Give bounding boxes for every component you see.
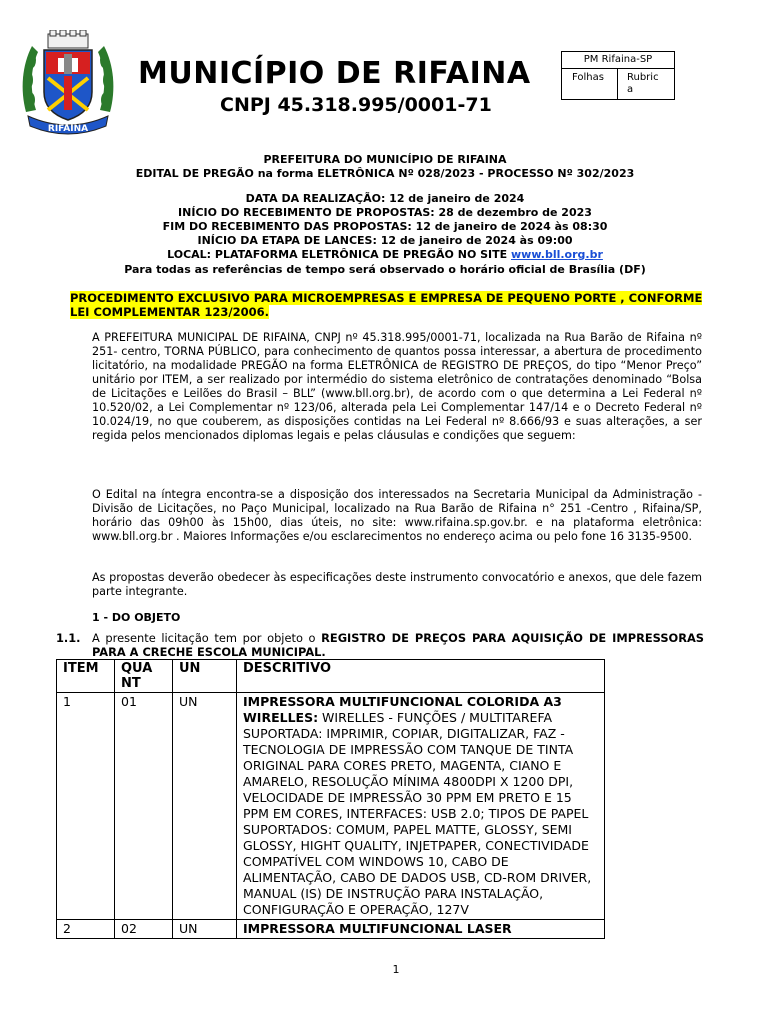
clause-text bbox=[92, 631, 704, 659]
cell-item: 2 bbox=[57, 920, 115, 939]
header-cnpj: CNPJ 45.318.995/0001-71 bbox=[220, 94, 492, 116]
proposals-paragraph: As propostas deverão obedecer às especificações deste instrumento convocatório e anexos, que dele fazem parte integrante. bbox=[92, 571, 702, 598]
header-un: UN bbox=[173, 660, 237, 693]
cell-un: UN bbox=[173, 920, 237, 939]
stamp-org: PM Rifaina-SP bbox=[562, 52, 674, 69]
desc-body: WIRELLES - FUNÇÕES / MULTITAREFA SUPORTADA: IMPRIMIR, COPIAR, DIGITALIZAR, FAZ - TECNOLOGIA DE IMPRESSÃO COM TANQUE DE TINTA ORIGINAL PARA CORES PRETO, MAGENTA, CIANO E AMARELO, RESOLUÇÃO MÍNIMA 4800DPI X 1200 DPI, VELOCIDADE DE IMPRESSÃO 30 PPM EM PRETO E 15 PPM EM CORES, INTERFACES: USB 2.0; TIPOS DE PAPEL SUPORTADOS: COMUM, PAPEL MATTE, GLOSSY, SEMI GLOSSY, HIGHT QUALITY, INJETPAPER, CONECTIVIDADE COMPATÍVEL COM WINDOWS 10, CABO DE ALIMENTAÇÃO, CABO DE DADOS USB, CD-ROM DRIVER, MANUAL (IS) DE INSTRUÇÃO PARA INSTALAÇÃO, CONFIGURAÇÃO E OPERAÇÃO, 127V bbox=[243, 710, 592, 917]
notice-line-1: PREFEITURA DO MUNICÍPIO DE RIFAINA bbox=[263, 153, 507, 166]
notice-line-5: FIM DO RECEBIMENTO DAS PROPOSTAS: 12 de janeiro de 2024 às 08:30 bbox=[162, 220, 608, 233]
stamp-folhas: Folhas bbox=[562, 69, 618, 99]
page-number: 1 bbox=[392, 963, 400, 976]
stamp-rubrica-line1: Rubric bbox=[627, 72, 659, 83]
page-stamp-box bbox=[561, 51, 675, 100]
table-row bbox=[57, 693, 605, 920]
municipal-crest bbox=[18, 30, 118, 138]
notice-line-8: Para todas as referências de tempo será observado o horário oficial de Brasília (DF) bbox=[124, 263, 646, 276]
edital-availability-paragraph: O Edital na íntegra encontra-se a disposição dos interessados na Secretaria Municipal da Administração - Divisão de Licitações, no Paço Municipal, localizado na Rua Barão de Rifaina n° 251 -Centro , Rifaina/SP, horário das 09h00 às 15h00, dias úteis, no site: www.rifaina.sp.gov.br. e na plataforma eletrônica: www.bll.org.br . Maiores Informações e/ou esclarecimentos no endereço acima ou pelo fone 16 3135-9500. bbox=[92, 488, 702, 543]
desc-title: IMPRESSORA MULTIFUNCIONAL LASER bbox=[243, 921, 512, 936]
cell-item: 1 bbox=[57, 693, 115, 920]
table-row bbox=[57, 920, 605, 939]
clause-text-bold: REGISTRO DE PREÇOS PARA AQUISIÇÃO DE IMPRESSORAS PARA A CRECHE ESCOLA MUNICIPAL. bbox=[92, 631, 704, 659]
header-descritivo: DESCRITIVO bbox=[237, 660, 605, 693]
stamp-rubrica-line2: a bbox=[627, 84, 634, 95]
clause-number: 1.1. bbox=[56, 631, 81, 645]
exclusive-procedure-notice bbox=[70, 291, 710, 319]
notice-line-4: INÍCIO DO RECEBIMENTO DE PROPOSTAS: 28 de dezembro de 2023 bbox=[178, 206, 592, 219]
page-title: MUNICÍPIO DE RIFAINA bbox=[138, 56, 531, 91]
items-table bbox=[56, 659, 605, 939]
clause-text-plain: A presente licitação tem por objeto o bbox=[92, 631, 322, 645]
header-quant bbox=[115, 660, 173, 693]
svg-text:RIFAINA: RIFAINA bbox=[47, 124, 89, 134]
desc-title: IMPRESSORA MULTIFUNCIONAL COLORIDA A3 WIRELLES: bbox=[243, 694, 562, 725]
section-heading-objeto: 1 - DO OBJETO bbox=[92, 611, 181, 624]
notice-line-3: DATA DA REALIZAÇÃO: 12 de janeiro de 2024 bbox=[245, 192, 525, 205]
notice-line-6: INÍCIO DA ETAPA DE LANCES: 12 de janeiro de 2024 às 09:00 bbox=[197, 234, 573, 247]
cell-descritivo bbox=[237, 920, 605, 939]
notice-local-label: LOCAL: PLATAFORMA ELETRÔNICA DE PREGÃO NO SITE bbox=[167, 248, 511, 261]
intro-paragraph: A PREFEITURA MUNICIPAL DE RIFAINA, CNPJ nº 45.318.995/0001-71, localizada na Rua Barão de Rifaina nº 251- centro, TORNA PÚBLICO, para conhecimento de quantos possa interessar, a abertura de procedimento licitatório, na modalidade PREGÃO na forma ELETRÔNICA de REGISTRO DE PREÇOS, do tipo “Menor Preço” unitário por ITEM, a ser realizado por intermédio do sistema eletrônico de contratações denominado “Bolsa de Licitações e Leilões do Brasil – BLL” (www.bll.org.br), de acordo com o que determina a Lei Federal nº 10.520/02, a Lei Complementar nº 123/06, alterada pela Lei Complementar 147/14 e o Decreto Federal nº 10.024/19, no que couberem, as disposições contidas na Lei Federal nº 8.666/93 e suas alterações, a ser regida pelos mencionados diplomas legais e pelas cláusulas e condições que seguem: bbox=[92, 331, 702, 442]
notice-line-7 bbox=[0, 248, 770, 261]
cell-quant: 01 bbox=[115, 693, 173, 920]
bll-link[interactable]: www.bll.org.br bbox=[511, 248, 603, 261]
header-item: ITEM bbox=[57, 660, 115, 693]
highlight-text: PROCEDIMENTO EXCLUSIVO PARA MICROEMPRESAS E EMPRESA DE PEQUENO PORTE , CONFORME LEI COMPLEMENTAR 123/2006. bbox=[70, 291, 703, 319]
stamp-rubrica bbox=[619, 69, 674, 99]
cell-descritivo bbox=[237, 693, 605, 920]
cell-un: UN bbox=[173, 693, 237, 920]
cell-quant: 02 bbox=[115, 920, 173, 939]
table-header-row bbox=[57, 660, 605, 693]
header-quant-text: QUANT bbox=[121, 661, 153, 691]
notice-line-2: EDITAL DE PREGÃO na forma ELETRÔNICA Nº 028/2023 - PROCESSO Nº 302/2023 bbox=[135, 167, 635, 180]
